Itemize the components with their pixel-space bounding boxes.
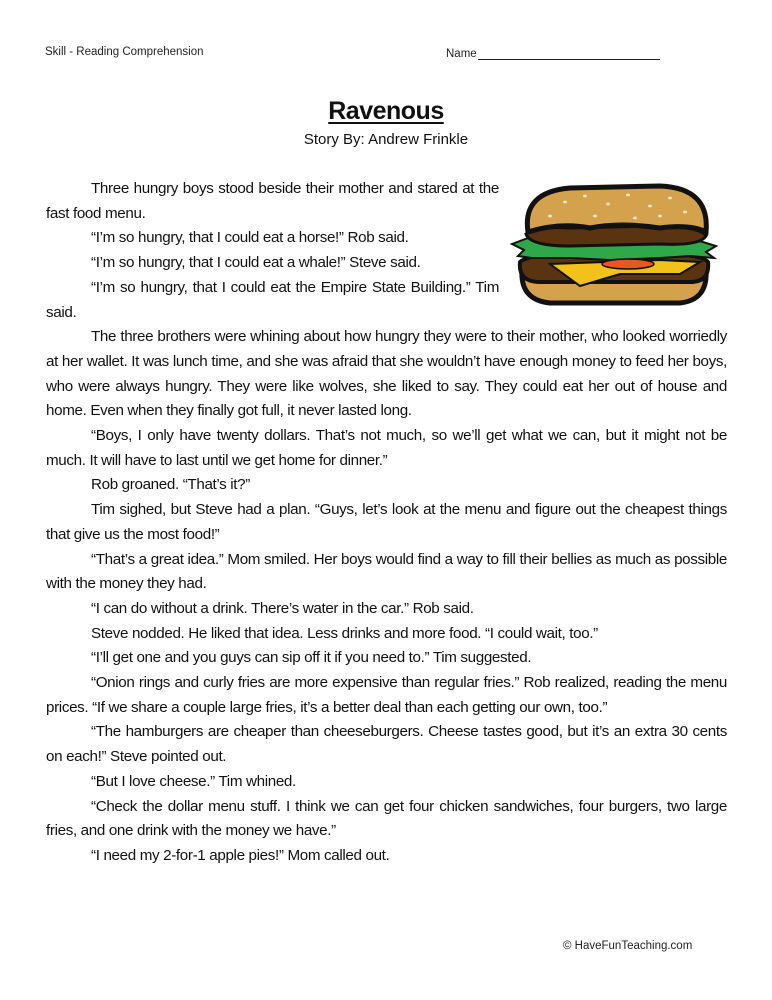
paragraph: “I’m so hungry, that I could eat a horse!” Rob said. (91, 229, 409, 247)
copyright-footer: © HaveFunTeaching.com (563, 940, 693, 952)
paragraph: “But I love cheese.” Tim whined. (91, 772, 296, 790)
story-body (46, 177, 727, 869)
paragraph: “Onion rings and curly fries are more expensive than regular fries.” Rob realized, reading the menu prices. “If we share a couple large fries, it’s a better deal than each getting our own, too.” (46, 674, 727, 716)
paragraph: Rob groaned. “That’s it?” (91, 476, 250, 494)
paragraph: Steve nodded. He liked that idea. Less drinks and more food. “I could wait, too.” (91, 624, 598, 642)
paragraph: “The hamburgers are cheaper than cheeseburgers. Cheese tastes good, but it’s an extra 30 cents on each!” Steve pointed out. (46, 723, 727, 766)
skill-label: Skill - Reading Comprehension (45, 46, 204, 58)
paragraph: Tim sighed, but Steve had a plan. “Guys, let’s look at the menu and figure out the cheapest things that give us the most food!” (46, 501, 727, 543)
story-title: Ravenous (328, 97, 444, 125)
paragraph: “Boys, I only have twenty dollars. That’s not much, so we’ll get what we can, but it might not be much. It will have to last until we get home for dinner.” (46, 427, 727, 469)
paragraph: “I can do without a drink. There’s water in the car.” Rob said. (91, 599, 474, 617)
paragraph: The three brothers were whining about how hungry they were to their mother, who looked worriedly at her wallet. It was lunch time, and she was afraid that she wouldn’t have enough money to feed her boys, who were always hungry. They were like wolves, she liked to say. They could eat her out of house and home. Even when they finally got full, it never lasted long. (46, 328, 727, 420)
paragraph: “Check the dollar menu stuff. I think we can get four chicken sandwiches, four burgers, two large fries, and one drink with the money we have.” (46, 797, 727, 840)
name-label: Name (446, 48, 477, 60)
paragraph: “I’m so hungry, that I could eat the Empire State Building.” Tim said. (46, 278, 499, 321)
story-byline: Story By: Andrew Frinkle (303, 131, 469, 148)
paragraph: “I need my 2-for-1 apple pies!” Mom called out. (91, 846, 390, 864)
paragraph: “That’s a great idea.” Mom smiled. Her boys would find a way to fill their bellies as much as possible with the money they had. (46, 550, 727, 593)
paragraph: Three hungry boys stood beside their mother and stared at the fast food menu. (46, 180, 499, 222)
paragraph: “I’ll get one and you guys can sip off it if you need to.” Tim suggested. (91, 649, 532, 667)
name-blank-line (478, 46, 660, 60)
paragraph: “I’m so hungry, that I could eat a whale!” Steve said. (91, 254, 421, 272)
name-field (446, 46, 660, 60)
